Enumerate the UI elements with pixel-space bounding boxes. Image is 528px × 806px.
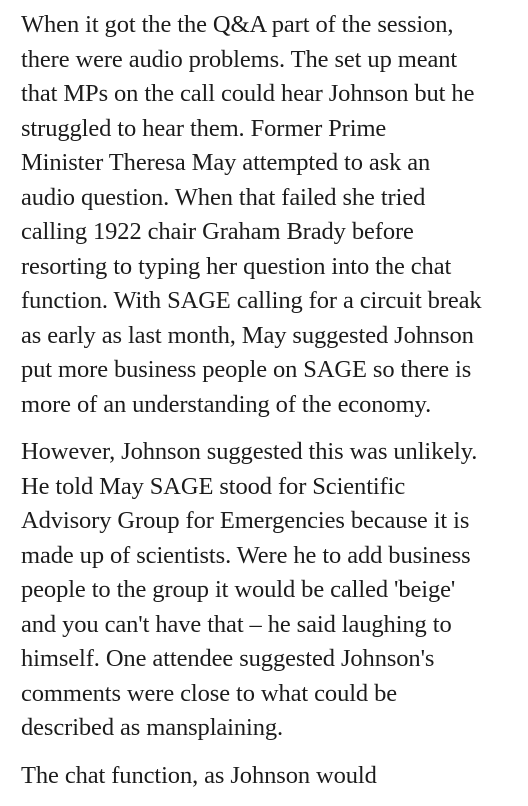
text-line: and you can't have that – he said laughing to bbox=[21, 610, 452, 638]
text-line: comments were close to what could be bbox=[21, 679, 398, 707]
text-line: The chat function, as Johnson would bbox=[21, 761, 377, 789]
text-line: put more business people on SAGE so there is bbox=[21, 356, 472, 383]
text-line: more of an understanding of the economy. bbox=[21, 390, 432, 418]
paragraph-sage-beige bbox=[21, 435, 521, 746]
paragraph-chat-function bbox=[21, 759, 521, 794]
text-line: function. With SAGE calling for a circuit break bbox=[21, 287, 482, 314]
text-line: calling 1922 chair Graham Brady before bbox=[21, 218, 414, 245]
text-line: people to the group it would be called 'beige' bbox=[21, 576, 456, 603]
text-line: Advisory Group for Emergencies because it is bbox=[21, 507, 470, 534]
text-line: that MPs on the call could hear Johnson but he bbox=[21, 80, 475, 107]
text-line: When it got the the Q&A part of the session, bbox=[21, 11, 454, 38]
text-line: audio question. When that failed she tried bbox=[21, 183, 426, 211]
text-line: He told May SAGE stood for Scientific bbox=[21, 472, 406, 500]
text-line: there were audio problems. The set up meant bbox=[21, 45, 458, 73]
text-line: Minister Theresa May attempted to ask an bbox=[21, 149, 431, 176]
text-line: resorting to typing her question into the chat bbox=[21, 252, 452, 280]
article-body bbox=[21, 8, 521, 806]
text-line: made up of scientists. Were he to add business bbox=[21, 541, 471, 569]
text-line: described as mansplaining. bbox=[21, 714, 284, 741]
text-line: himself. One attendee suggested Johnson's bbox=[21, 645, 435, 672]
text-line: However, Johnson suggested this was unlikely. bbox=[21, 438, 478, 465]
text-line: as early as last month, May suggested Johnson bbox=[21, 321, 474, 349]
text-line: struggled to hear them. Former Prime bbox=[21, 114, 387, 142]
paragraph-qa-audio bbox=[21, 8, 521, 422]
